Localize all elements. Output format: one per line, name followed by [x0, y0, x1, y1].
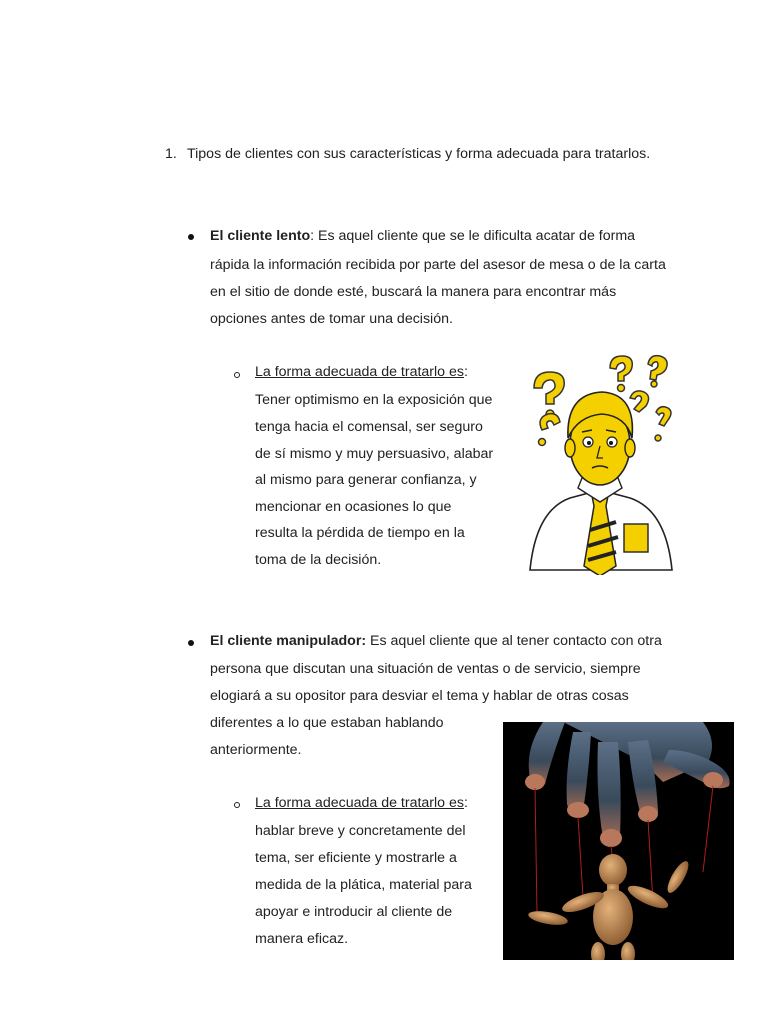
section1-sub-line: resulta la pérdida de tiempo en la: [255, 525, 465, 541]
section2-title: El cliente manipulador:: [210, 633, 367, 649]
section1-line-0: : Es aquel cliente que se le dificulta acatar de forma: [310, 228, 636, 244]
section2-line-2: elogiará a su opositor para desviar el tema y hablar de otras cosas: [210, 688, 629, 704]
section1-sub-line: mencionar en ocasiones lo que: [255, 499, 452, 515]
section2-line-1: persona que discutan una situación de ventas o de servicio, siempre: [210, 661, 641, 677]
section1-line-2: en el sitio de donde esté, buscará la manera para encontrar más: [210, 284, 617, 300]
section2-sub-line: manera eficaz.: [255, 931, 349, 947]
list-number: 1.: [165, 146, 177, 162]
section2-sub-line: medida de la plática, material para: [255, 877, 472, 893]
section2-sub-line: apoyar e introducir al cliente de: [255, 904, 453, 920]
bullet-icon: [188, 640, 194, 646]
confused-man-illustration: [520, 350, 685, 575]
section1-sub-heading: La forma adecuada de tratarlo es:: [255, 364, 468, 380]
section2-sub-heading: La forma adecuada de tratarlo es:: [255, 795, 468, 811]
section1-line-3: opciones antes de tomar una decisión.: [210, 311, 453, 327]
sub-bullet-icon: [234, 802, 240, 808]
section1-sub-line: tenga hacia el comensal, ser seguro: [255, 419, 483, 435]
section1-sub-line: de sí mismo y muy persuasivo, alabar: [255, 446, 494, 462]
section1-title: El cliente lento: [210, 228, 311, 244]
section2-line-4: anteriormente.: [210, 742, 302, 758]
sub-bullet-icon: [234, 372, 240, 378]
section1-sub-line: toma de la decisión.: [255, 552, 382, 568]
bullet-icon: [188, 234, 194, 240]
section2-sub-line: hablar breve y concretamente del: [255, 823, 466, 839]
document-heading: Tipos de clientes con sus características y forma adecuada para tratarlos.: [187, 146, 651, 162]
section1-sub-label: La forma adecuada de tratarlo es: [255, 364, 465, 380]
section2-line-0: Es aquel cliente que al tener contacto con otra: [366, 633, 662, 649]
section1-sub-line: Tener optimismo en la exposición que: [255, 392, 493, 408]
section1-line-1: rápida la información recibida por parte del asesor de mesa o de la carta: [210, 257, 666, 273]
section1-sub-line: al mismo para generar confianza, y: [255, 472, 477, 488]
section2-line-3: diferentes a lo que estaban hablando: [210, 715, 444, 731]
section2-sub-line: tema, ser eficiente y mostrarle a: [255, 850, 457, 866]
puppeteer-hand-image: [503, 722, 734, 960]
section1-first-line: [210, 223, 635, 250]
section2-first-line: [210, 628, 662, 655]
section2-sub-label: La forma adecuada de tratarlo es: [255, 795, 465, 811]
